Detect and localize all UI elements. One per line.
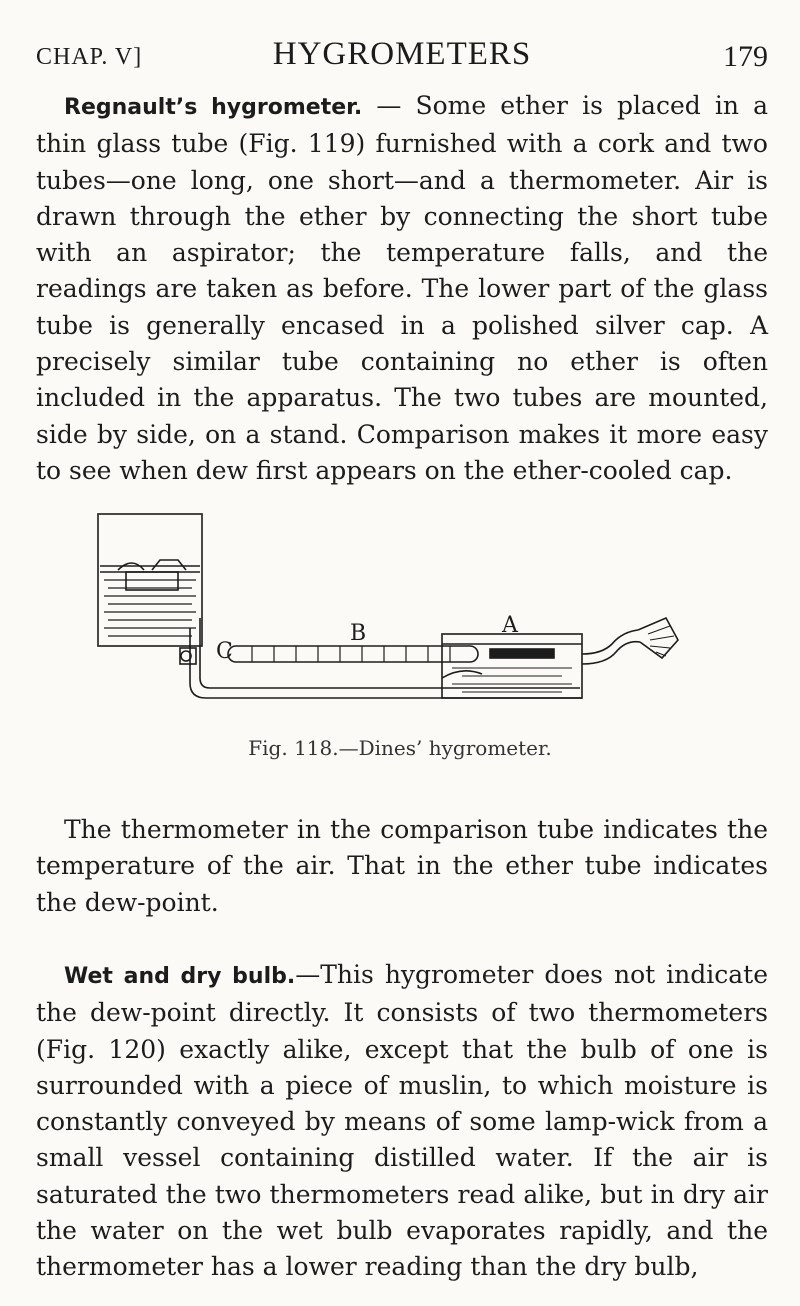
running-title: HYGROMETERS <box>272 36 532 72</box>
paragraph-regnault <box>36 88 768 489</box>
thermometer-tube <box>228 646 478 662</box>
paragraph-wet-dry-bulb <box>36 957 768 1286</box>
paragraph-text: — Some ether is placed in a thin glass tube (Fig. 119) furnished with a cork and two tubes—one long, one short—and a thermometer. Air is drawn through the ether by connecting the short tube with an aspirator; the temperature falls, and the readings are taken as before. The lower part of the glass tube is generally encased in a polished silver cap. A precisely similar tube containing no ether is often included in the apparatus. The two tubes are mounted, side by side, on a stand. Comparison makes it more easy to see when dew first appears on the ether-cooled cap. <box>36 91 768 485</box>
paragraph-text: The thermometer in the comparison tube indicates the temperature of the air. That in the ether tube indicates the dew-point. <box>36 815 768 917</box>
figure-caption: Fig. 118.—Dines’ hygrometer. <box>248 736 552 760</box>
label-b: B <box>350 621 367 646</box>
hygrometer-diagram <box>82 508 682 718</box>
paragraph-comparison <box>36 812 768 921</box>
eyepiece <box>638 618 678 658</box>
run-in-heading: Wet and dry bulb. <box>64 964 296 989</box>
label-a: A <box>502 613 518 638</box>
silver-surface <box>490 649 554 658</box>
chapter-label: CHAP. V] <box>36 44 143 70</box>
label-c: C <box>216 639 233 664</box>
running-header <box>36 36 768 76</box>
dines-hygrometer-figure <box>82 508 682 718</box>
run-in-heading: Regnault’s hygrometer. <box>64 95 363 120</box>
paragraph-text: —This hygrometer does not indicate the dew-point directly. It consists of two thermometers (Fig. 120) exactly alike, except that the bulb of one is surrounded with a piece of muslin, to which moisture is constantly conveyed by means of some lamp-wick from a small vessel containing distilled water. If the air is saturated the two thermometers read alike, but in dry air the water on the wet bulb evaporates rapidly, and the thermometer has a lower reading than the dry bulb, <box>36 960 768 1282</box>
page-number: 179 <box>723 40 768 73</box>
